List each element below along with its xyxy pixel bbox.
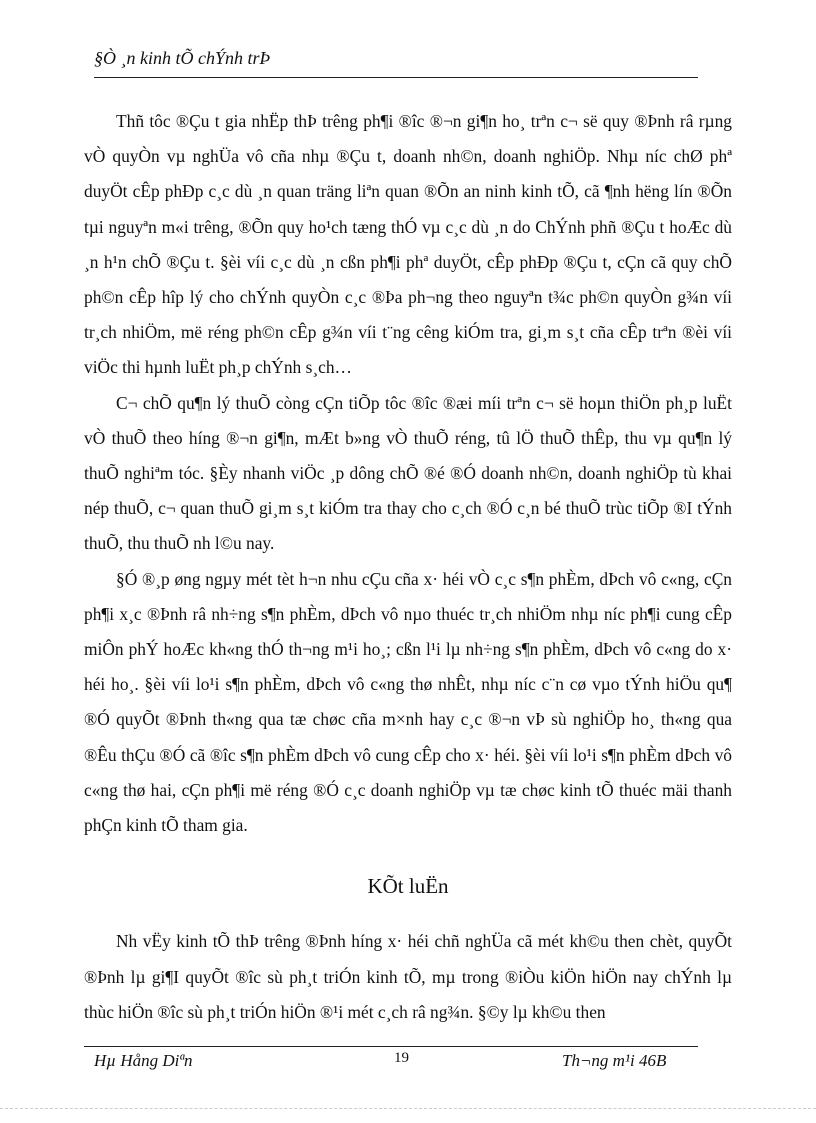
header-rule (94, 77, 698, 78)
footer-class: Th¬ng m¹i 46B (562, 1051, 667, 1070)
page-break-divider (0, 1108, 816, 1109)
document-body (84, 104, 732, 1030)
conclusion-paragraph: Nh vËy kinh tÕ thÞ trêng ®Þnh híng x· héi chñ nghÜa cã mét kh©u then chèt, quyÕt ®Þnh lµ gi¶I quyÕt ®îc sù ph¸t triÓn kinh tÕ, mµ trong ®iÒu kiÖn hiÖn nay chÝnh lµ thùc hiÖn ®îc sù ph¸t triÓn hiÖn ®¹i mét c¸ch râ ng¾n. §©y lµ kh©u then (84, 931, 732, 1022)
paragraph-3: §Ó ®¸p øng ngµy mét tèt h¬n nhu cÇu cña x· héi vÒ c¸c s¶n phÈm, dÞch vô c«ng, cÇn ph¶i x¸c ®Þnh râ nh÷ng s¶n phÈm, dÞch vô nµo thuéc tr¸ch nhiÖm nhµ níc ph¶i cung cÊp miÔn phÝ hoÆc kh«ng thÓ th¬ng m¹i ho¸; cßn l¹i lµ nh÷ng s¶n phÈm, dÞch vô c«ng do x· héi ho¸. §èi víi lo¹i s¶n phÈm, dÞch vô c«ng thø nhÊt, nhµ níc c¨n cø vµo tÝnh hiÖu qu¶ ®Ó quyÕt ®Þnh th«ng qua tæ chøc cña m×nh hay c¸c ®¬n vÞ sù nghiÖp ho¸ th«ng qua ®Êu thÇu ®Ó cã ®îc s¶n phÈm dÞch vô cung cÊp cho x· héi. §èi víi lo¹i s¶n phÈm dÞch vô c«ng thø hai, cÇn ph¶i më réng ®Ó c¸c doanh nghiÖp vµ tæ chøc kinh tÕ thuéc mäi thanh phÇn kinh tÕ tham gia. (84, 568, 732, 836)
footer-page-number: 19 (394, 1050, 409, 1066)
paragraph-1: Thñ tôc ®Çu t gia nhËp thÞ trêng ph¶i ®îc ®¬n gi¶n ho¸ trªn c¬ së quy ®Þnh râ rµng vÒ quyÒn vµ nghÜa vô cña nhµ ®Çu t, doanh nh©n, doanh nghiÖp. Nhµ níc chØ phª duyÖt cÊp phÐp c¸c dù ¸n quan träng liªn quan ®Õn an ninh kinh tÕ, cã ¶nh hëng lín ®Õn tµi nguyªn m«i trêng, ®Õn quy ho¹ch tæng thÓ vµ c¸c dù ¸n do ChÝnh phñ ®Çu t hoÆc dù ¸n h¹n chÕ ®Çu t. §èi víi c¸c dù ¸n cßn ph¶i phª duyÖt, cÊp phÐp ®Çu t, cÇn cã quy chÕ ph©n cÊp hîp lý cho chÝnh quyÒn c¸c ®Þa ph¬ng theo nguyªn t¾c ph©n quyÒn g¾n víi tr¸ch nhiÖm, më réng ph©n cÊp g¾n víi t¨ng cêng kiÓm tra, gi¸m s¸t cña cÊp trªn ®èi víi viÖc thi hµnh luËt ph¸p chÝnh s¸ch… (84, 111, 732, 378)
footer-rule (84, 1046, 698, 1047)
page-header-title: §Ò ¸n kinh tÕ chÝnh trÞ (94, 48, 271, 68)
paragraph-2: C¬ chÕ qu¶n lý thuÕ còng cÇn tiÕp tôc ®îc ®æi míi trªn c¬ së hoµn thiÖn ph¸p luËt vÒ thuÕ theo híng ®¬n gi¶n, mÆt b»ng vÒ thuÕ réng, tû lÖ thuÕ thÊp, thu vµ qu¶n lý thuÕ nghiªm tóc. §Èy nhanh viÖc ¸p dông chÕ ®é ®Ó doanh nh©n, doanh nghiÖp tù khai nép thuÕ, c¬ quan thuÕ gi¸m s¸t kiÓm tra thay cho c¸ch ®Ó c¸n bé thuÕ trùc tiÕp ®I tÝnh thuÕ, thu thuÕ nh l©u nay. (84, 392, 732, 554)
footer-author: Hµ Hång Diªn (94, 1051, 193, 1070)
section-heading: KÕt luËn (367, 874, 449, 899)
